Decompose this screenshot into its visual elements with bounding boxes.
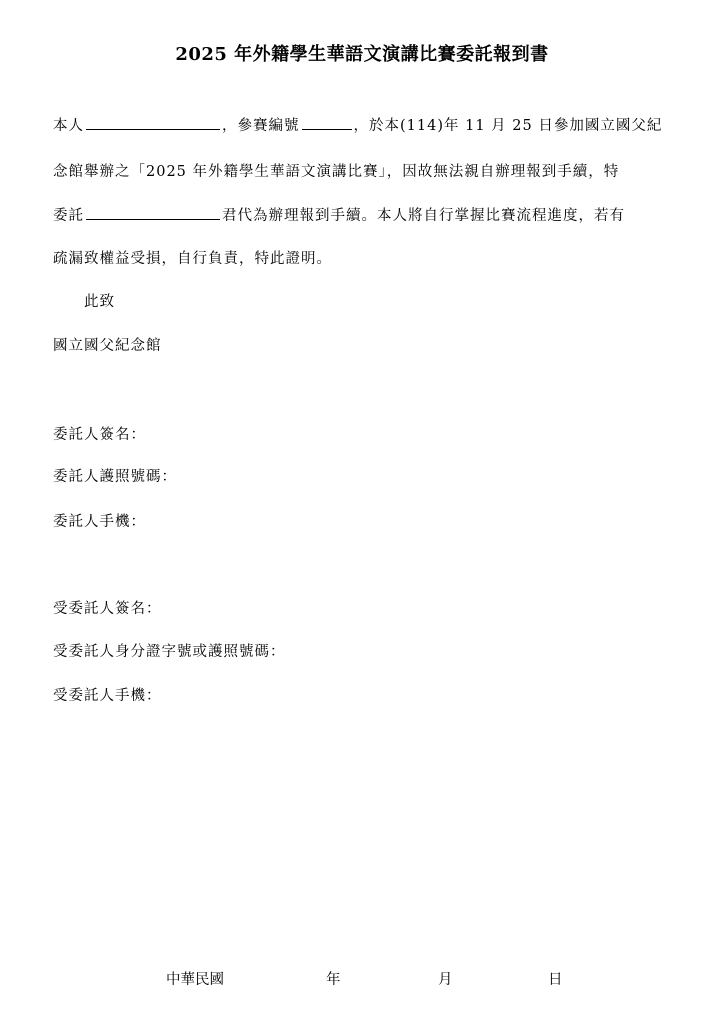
date-day: 日	[548, 972, 563, 988]
recipient: 國立國父紀念館	[53, 338, 162, 354]
delegate-signature-label: 受委託人簽名：	[53, 601, 162, 617]
delegate-id-label: 受委託人身分證字號或護照號碼：	[53, 644, 286, 660]
text-segment: 君代為辦理報到手續。本人將自行掌握比賽流程進度，若有	[222, 208, 625, 224]
delegator-phone-label: 委託人手機：	[53, 514, 146, 530]
date-year: 年	[326, 972, 341, 988]
date-era: 中華民國	[166, 972, 224, 988]
delegator-passport-label: 委託人護照號碼：	[53, 469, 177, 485]
paragraph-line-2: 念館舉辦之「2025 年外籍學生華語文演講比賽」，因故無法親自辦理報到手續，特	[53, 164, 620, 180]
delegator-signature-label: 委託人簽名：	[53, 427, 146, 443]
paragraph-line-4: 疏漏致權益受損，自行負責，特此證明。	[53, 251, 332, 267]
delegate-name-blank	[86, 205, 220, 220]
name-blank	[86, 115, 220, 130]
delegate-phone-label: 受委託人手機：	[53, 688, 162, 704]
paragraph-line-1	[53, 114, 673, 135]
entry-number-blank	[302, 115, 352, 130]
text-segment: ，參賽編號	[222, 118, 300, 134]
document-title: 2025 年外籍學生華語文演講比賽委託報到書	[175, 44, 549, 65]
text-segment: ，於本(114)年 11 月 25 日參加國立國父紀	[353, 118, 663, 134]
text-segment: 本人	[53, 118, 84, 134]
salutation: 此致	[84, 294, 115, 310]
paragraph-line-3	[53, 204, 673, 225]
date-month: 月	[438, 972, 453, 988]
text-segment: 委託	[53, 208, 84, 224]
